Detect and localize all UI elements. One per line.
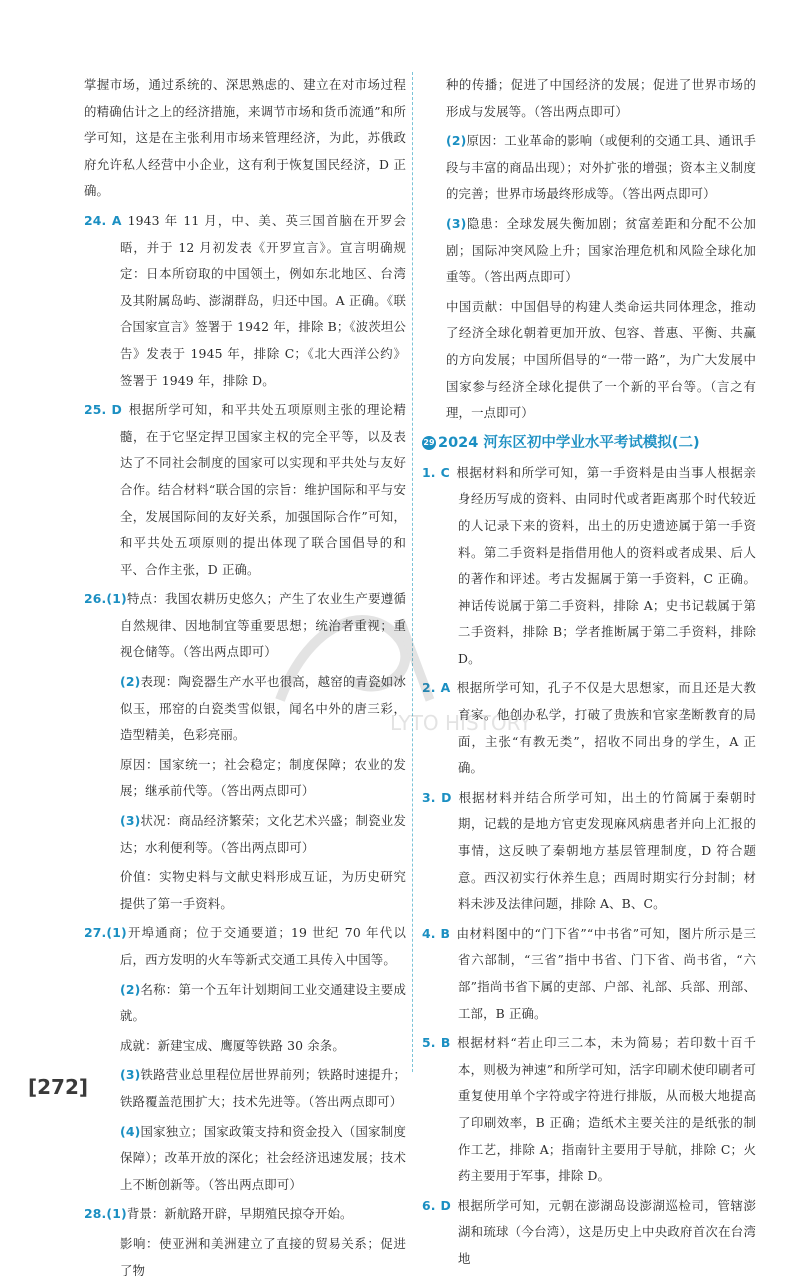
- answer-25-text: 根据所学可知，和平共处五项原则主张的理论精髓，在于它坚定捍卫国家主权的完全平等，以及表达了不同社会制度的国家可以实现和平共处与友好合作。结合材料“联合国的宗旨：维护国际和平与安全，发展国际间的友好关系，加强国际合作”可知，和平共处五项原则的提出体现了联合国倡导的和平、合作主张，D 正确。: [120, 402, 406, 577]
- answer-26-sub-1-text: 特点：我国农耕历史悠久；产生了农业生产要遵循自然规律、因地制宜等重要思想；统治者重视；重视仓储等。（答出两点即可）: [120, 591, 406, 660]
- answer-27-sub-2-label: (2): [120, 981, 141, 997]
- watermark-logo: [250, 580, 570, 740]
- answer-24-text: 1943 年 11 月，中、美、英三国首脑在开罗会晤，并于 12 月初发表《开罗宣言》。宣言明确规定：日本所窃取的中国领土，例如东北地区、台湾及其附属岛屿、澎湖群岛，归还中国。A 正确。《联合国家宣言》签署于 1942 年，排除 B；《波茨坦公告》发表于 1945 年，排除 C；《北大西洋公约》签署于 1949 年，排除 D。: [120, 212, 406, 388]
- answer-28-part-3: [422, 211, 756, 291]
- answer-3: [422, 785, 756, 918]
- answer-6: [422, 1193, 756, 1273]
- answer-28-sub-2-label: (2): [446, 133, 467, 149]
- answer-1-text: 根据材料和所学可知，第一手资料是由当事人根据亲身经历写成的资料、由同时代或者距离那个时代较近的人记录下来的资料，出土的历史遗迹属于第一手资料。第二手资料是指借用他人的资料或者成果、后人的著作和评述。考古发掘属于第一手资料，C 正确。神话传说属于第二手资料，排除 A；史书记载属于第二手资料，排除 B；学者推断属于第二手资料，排除 D。: [455, 464, 757, 666]
- answer-3-number: 3. D: [422, 789, 452, 805]
- answer-3-text: 根据材料并结合所学可知，出土的竹简属于秦朝时期，记载的是地方官吏发现麻风病患者并向上汇报的事情，这反映了秦朝地方基层管理制度，D 符合题意。西汉初实行休养生息；西周时期实行分封制；材料未涉及法律问题，排除 A、B、C。: [457, 789, 756, 912]
- section-number-badge: 29: [422, 436, 436, 450]
- answer-5-number: 5. B: [422, 1035, 451, 1051]
- answer-6-text: 根据所学可知，元朝在澎湖岛设澎湖巡检司，管辖澎湖和琉球（今台湾），这是历史上中央政府首次在台湾地: [457, 1197, 757, 1266]
- answer-5: [422, 1030, 756, 1190]
- answer-27-part-2: [84, 977, 406, 1030]
- answer-28-number: 28.: [84, 1206, 107, 1222]
- answer-26-part-3-value: 价值：实物史料与文献史料形成互证，为历史研究提供了第一手资料。: [120, 869, 406, 911]
- left-paragraph-continued: 掌握市场，通过系统的、深思熟虑的、建立在对市场过程的精确估计之上的经济措施，来调节市场和货币流通”和所学可知，这是在主张利用市场来管理经济，为此，苏俄政府允许私人经营中小企业，这有利于恢复国民经济，D 正确。: [84, 77, 406, 199]
- answer-2-number: 2. A: [422, 680, 451, 696]
- answer-5-text: 根据材料“若止印三二本，未为简易；若印数十百千本，则极为神速”和所学可知，活字印刷术使印刷者可重复使用单个字符或字符进行排版，从而极大地提高了印刷效率，B 正确；造纸术主要关注的是纸张的制作工艺，排除 A；指南针主要用于导航，排除 C；火药主要用于军事，排除 D。: [456, 1035, 756, 1184]
- answer-6-number: 6. D: [422, 1197, 451, 1213]
- answer-26-part-3: [84, 808, 406, 861]
- answer-26-sub-1-label: (1): [106, 591, 127, 607]
- answer-26-part-2-reason: 原因：国家统一；社会稳定；制度保障；农业的发展；继承前代等。（答出两点即可）: [120, 756, 406, 799]
- answer-28-sub-2-text: 原因：工业革命的影响（或便利的交通工具、通讯手段与丰富的商品出现）；对外扩张的增强；资本主义制度的完善；世界市场最终形成等。（答出两点即可）: [446, 133, 756, 202]
- answer-24: [84, 208, 406, 394]
- answer-4-number: 4. B: [422, 925, 451, 941]
- answer-26-sub-2-text: 表现：陶瓷器生产水平也很高，越窑的青瓷如冰似玉，邢窑的白瓷类雪似银，闻名中外的唐三彩，造型精美，色彩亮丽。: [120, 674, 406, 743]
- answer-27-sub-3-text: 铁路营业总里程位居世界前列；铁路时速提升；铁路覆盖范围扩大；技术先进等。（答出两点即可）: [120, 1067, 406, 1109]
- answer-28-part-2: [422, 128, 756, 208]
- page-number: [272]: [28, 1075, 89, 1099]
- answer-26-sub-3-text: 状况：商品经济繁荣；文化艺术兴盛；制瓷业发达；水利便利等。（答出两点即可）: [120, 813, 406, 855]
- answer-27-sub-4-label: (4): [120, 1123, 141, 1139]
- answer-27-sub-3-label: (3): [120, 1067, 141, 1083]
- answer-25-number: 25. D: [84, 402, 122, 418]
- answer-4-text: 由材料图中的“门下省”“中书省”可知，图片所示是三省六部制，“三省”指中书省、门下省、尚书省，“六部”指尚书省下属的吏部、户部、礼部、兵部、刑部、工部，B 正确。: [456, 925, 757, 1021]
- section-title: [422, 430, 756, 456]
- answer-4: [422, 921, 756, 1027]
- answer-26-sub-2-label: (2): [120, 674, 141, 690]
- answer-27-part-2-achievement: 成就：新建宝成、鹰厦等铁路 30 余条。: [120, 1037, 345, 1053]
- answer-27-part-1: [84, 920, 406, 973]
- answer-28-sub-3-text: 隐患：全球发展失衡加剧；贫富差距和分配不公加剧；国际冲突风险上升；国家治理危机和风险全球化加重等。（答出两点即可）: [446, 215, 756, 285]
- answer-27-sub-1-text: 开埠通商；位于交通要道；19 世纪 70 年代以后，西方发明的火车等新式交通工具传入中国等。: [120, 925, 406, 967]
- answer-27-sub-1-label: (1): [106, 925, 127, 941]
- section-title-text: 2024 河东区初中学业水平考试模拟(二): [438, 434, 700, 451]
- answer-28-part-1-impact: 影响：使亚洲和美洲建立了直接的贸易关系；促进了物: [120, 1235, 406, 1278]
- answer-25: [84, 397, 406, 583]
- answer-26-sub-3-label: (3): [120, 813, 141, 829]
- answer-27-sub-4-text: 国家独立；国家政策支持和资金投入（国家制度保障）；改革开放的深化；社会经济迅速发展；技术上不断创新等。（答出两点即可）: [120, 1123, 406, 1192]
- answer-27-number: 27.: [84, 925, 107, 941]
- answer-24-number: 24. A: [84, 212, 122, 228]
- watermark-text: LYTO HISTORY: [390, 711, 532, 735]
- answer-28-sub-1-text: 背景：新航路开辟，早期殖民掠夺开始。: [126, 1206, 353, 1222]
- answer-2-text: 根据所学可知，孔子不仅是大思想家，而且还是大教育家。他创办私学，打破了贵族和官家垄断教育的局面，主张“有教无类”，招收不同出身的学生，A 正确。: [456, 680, 756, 776]
- answer-28-part-3-contribution: 中国贡献：中国倡导的构建人类命运共同体理念，推动了经济全球化朝着更加开放、包容、普惠、平衡、共赢的方向发展；中国所倡导的“一带一路”，为广大发展中国家参与经济全球化提供了一个新的平台等。（言之有理，一点即可）: [446, 298, 756, 421]
- answer-26-number: 26.: [84, 591, 107, 607]
- right-paragraph-continued: 种的传播；促进了中国经济的发展；促进了世界市场的形成与发展等。（答出两点即可）: [446, 77, 756, 119]
- answer-27-sub-2-text: 名称：第一个五年计划期间工业交通建设主要成就。: [120, 981, 406, 1024]
- answer-28-part-1: [84, 1201, 406, 1228]
- answer-28-sub-3-label: (3): [446, 215, 467, 231]
- answer-1-number: 1. C: [422, 464, 450, 480]
- column-divider: [412, 72, 413, 1072]
- answer-27-part-4: [84, 1119, 406, 1199]
- answer-27-part-3: [84, 1062, 406, 1115]
- answer-28-sub-1-label: (1): [106, 1206, 127, 1222]
